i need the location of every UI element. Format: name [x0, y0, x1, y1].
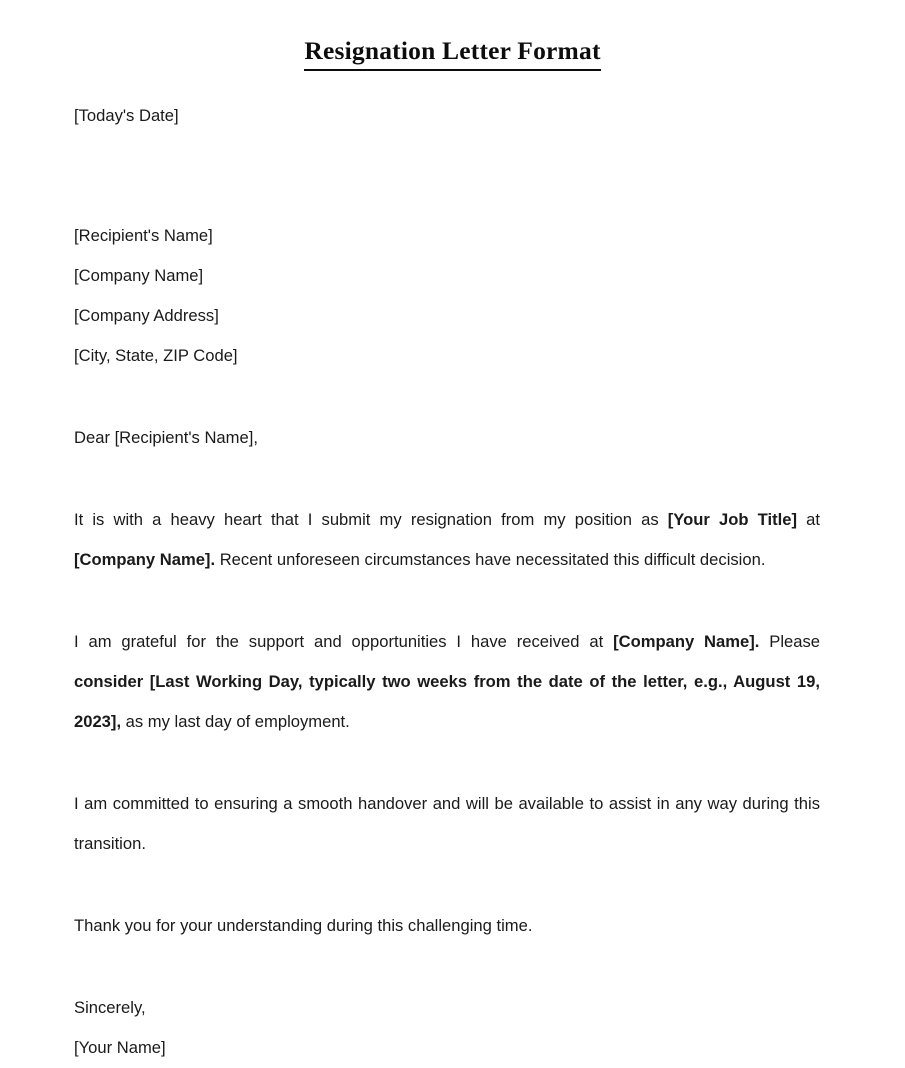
paragraph-1-part-2: at	[797, 510, 821, 529]
spacer-before-paragraph-3	[74, 742, 820, 784]
spacer-before-paragraph-2	[74, 580, 820, 622]
salutation-line: Dear [Recipient's Name],	[74, 428, 258, 447]
paragraph-2	[74, 622, 820, 742]
paragraph-2-part-2: Please	[759, 632, 820, 651]
page-title-text: Resignation Letter Format	[304, 34, 600, 71]
paragraph-2-part-1: I am grateful for the support and opportunities I have received at	[74, 632, 614, 651]
signature-name-line: [Your Name]	[74, 1038, 166, 1057]
spacer-before-paragraph-4	[74, 864, 820, 906]
spacer-before-salutation	[74, 376, 820, 418]
paragraph-2-bold-company-name: [Company Name].	[613, 632, 760, 651]
date-line: [Today's Date]	[74, 106, 179, 125]
company-name-line: [Company Name]	[74, 266, 204, 285]
closing-line: Sincerely,	[74, 998, 146, 1017]
spacer-before-closing	[74, 946, 820, 988]
paragraph-1	[74, 500, 820, 580]
city-state-zip-line: [City, State, ZIP Code]	[74, 346, 238, 365]
paragraph-1-part-1: It is with a heavy heart that I submit my resignation from my position as	[74, 510, 668, 529]
company-address-line: [Company Address]	[74, 306, 219, 325]
paragraph-3: I am committed to ensuring a smooth handover and will be available to assist in any way during this transition.	[74, 794, 820, 853]
letter-body	[74, 96, 820, 1068]
paragraph-2-part-3: as my last day of employment.	[121, 712, 350, 731]
spacer-after-date	[74, 136, 820, 176]
page-title	[0, 34, 905, 71]
spacer-before-paragraph-1	[74, 458, 820, 500]
spacer-before-recipient	[74, 176, 820, 216]
recipient-name-line: [Recipient's Name]	[74, 226, 213, 245]
paragraph-1-bold-company-name: [Company Name].	[74, 550, 216, 569]
paragraph-1-part-3: Recent unforeseen circumstances have necessitated this difficult decision.	[215, 550, 766, 569]
signature-block	[74, 988, 820, 1068]
paragraph-1-bold-job-title: [Your Job Title]	[667, 510, 798, 529]
paragraph-4: Thank you for your understanding during this challenging time.	[74, 916, 533, 935]
paragraph-2-bold-last-working-day: consider [Last Working Day, typically two weeks from the date of the letter, e.g., August 19, 2023],	[74, 672, 820, 731]
